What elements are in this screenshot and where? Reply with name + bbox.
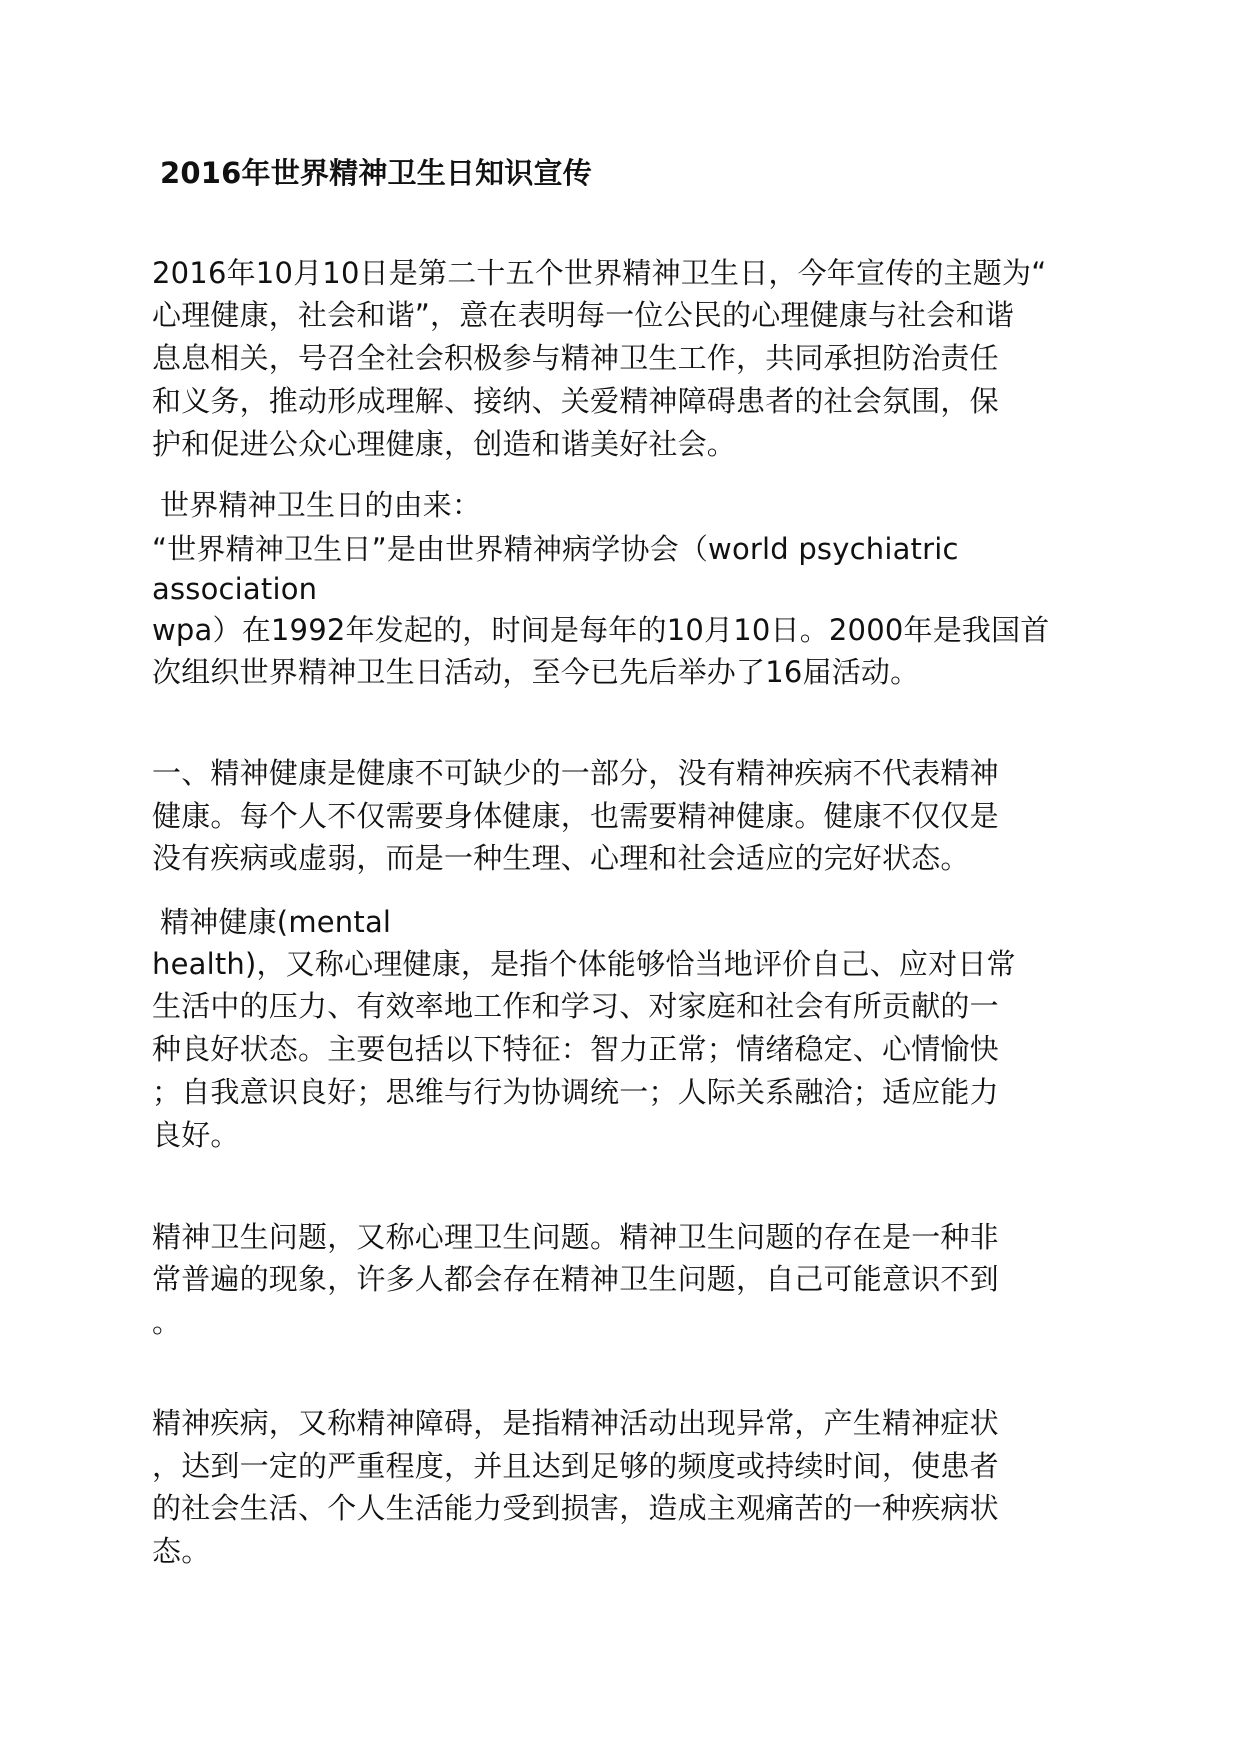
hygiene-line: 常普遍的现象，许多人都会存在精神卫生问题，自己可能意识不到: [152, 1262, 999, 1296]
section1-line: 没有疾病或虚弱，而是一种生理、心理和社会适应的完好状态。: [152, 841, 970, 875]
disorder-line: 精神疾病，又称精神障碍，是指精神活动出现异常，产生精神症状: [152, 1406, 999, 1440]
intro-line: 2016年10月10日是第二十五个世界精神卫生日，今年宣传的主题为“: [152, 256, 1047, 290]
intro-line: 和义务，推动形成理解、接纳、关爱精神障碍患者的社会氛围，保: [152, 384, 999, 418]
hygiene-line: 。: [152, 1305, 182, 1339]
intro-line: 心理健康，社会和谐”，意在表明每一位公民的心理健康与社会和谐: [152, 298, 1015, 332]
mental-health-line: ；自我意识良好；思维与行为协调统一；人际关系融洽；适应能力: [152, 1075, 999, 1109]
disorder-line: 态。: [152, 1534, 211, 1568]
hygiene-line: 精神卫生问题，又称心理卫生问题。精神卫生问题的存在是一种非: [152, 1220, 999, 1254]
origin-line: “世界精神卫生日”是由世界精神病学协会（world psychiatric: [152, 532, 959, 566]
origin-heading: 世界精神卫生日的由来：: [160, 488, 482, 522]
section1-line: 健康。每个人不仅需要身体健康，也需要精神健康。健康不仅仅是: [152, 799, 999, 833]
disorder-line: ，达到一定的严重程度，并且达到足够的频度或持续时间，使患者: [152, 1449, 999, 1483]
document-title: 2016年世界精神卫生日知识宣传: [160, 156, 592, 190]
section1-line: 一、精神健康是健康不可缺少的一部分，没有精神疾病不代表精神: [152, 756, 999, 790]
origin-line: association: [152, 572, 318, 606]
intro-line: 息息相关，号召全社会积极参与精神卫生工作，共同承担防治责任: [152, 341, 999, 375]
mental-health-line: health)，又称心理健康，是指个体能够恰当地评价自己、应对日常: [152, 947, 1016, 981]
origin-line: 次组织世界精神卫生日活动，至今已先后举办了16届活动。: [152, 655, 920, 689]
mental-health-heading: 精神健康(mental: [160, 905, 392, 939]
mental-health-line: 种良好状态。主要包括以下特征：智力正常；情绪稳定、心情愉快: [152, 1032, 999, 1066]
intro-line: 护和促进公众心理健康，创造和谐美好社会。: [152, 427, 737, 461]
disorder-line: 的社会生活、个人生活能力受到损害，造成主观痛苦的一种疾病状: [152, 1491, 999, 1525]
mental-health-line: 良好。: [152, 1118, 240, 1152]
mental-health-line: 生活中的压力、有效率地工作和学习、对家庭和社会有所贡献的一: [152, 989, 999, 1023]
origin-line: wpa）在1992年发起的，时间是每年的10月10日。2000年是我国首: [152, 613, 1050, 647]
